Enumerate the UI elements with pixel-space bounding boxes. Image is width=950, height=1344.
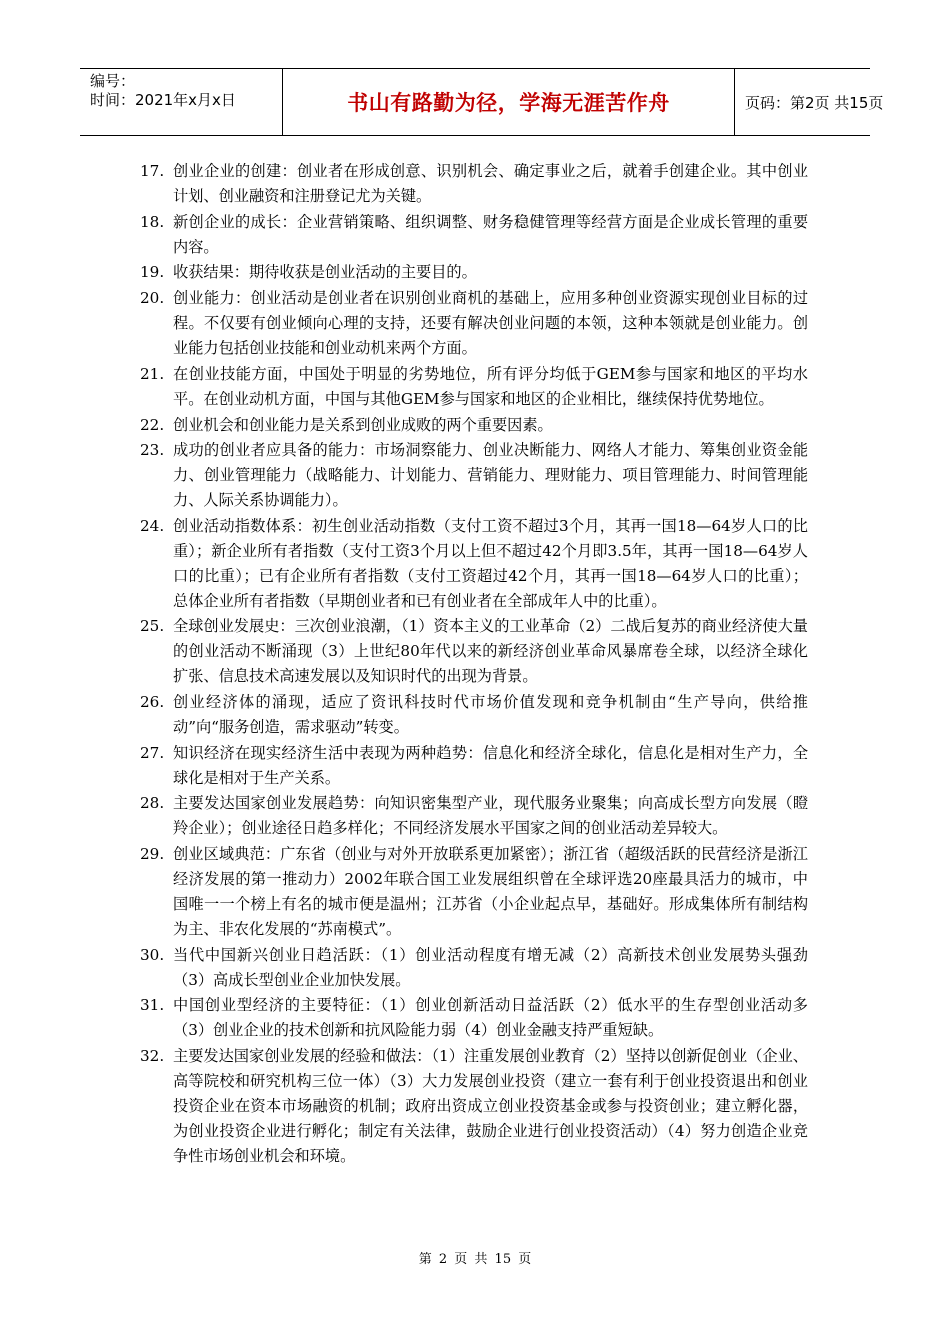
item-number: 32.	[140, 1047, 165, 1066]
header-meta	[80, 69, 282, 135]
item-text: 创业活动指数体系：初生创业活动指数（支付工资不超过3个月，其再一国18—64岁人口的比重）；新企业所有者指数（支付工资3个月以上但不超过42个月即3.5年，其再一国18—64岁人口的比重）；已有企业所有者指数（支付工资超过42个月，其再一国18—64岁人口的比重）；总体企业所有者指数（早期创业者和已有创业者在全部成年人中的比重）。	[173, 516, 808, 610]
page-info-text: 页码：第2页 共15页	[745, 93, 884, 112]
item-number: 25.	[140, 617, 165, 636]
list-item	[140, 514, 808, 614]
item-text: 创业企业的创建：创业者在形成创意、识别机会、确定事业之后，就着手创建企业。其中创业计划、创业融资和注册登记尤为关键。	[173, 162, 808, 205]
item-text: 创业机会和创业能力是关系到创业成败的两个重要因素。	[173, 415, 553, 434]
item-number: 17.	[140, 162, 165, 180]
list-item	[140, 842, 808, 942]
list-item	[140, 943, 808, 993]
item-number: 27.	[140, 743, 165, 762]
item-text: 中国创业型经济的主要特征：（1）创业创新活动日益活跃（2）低水平的生存型创业活动多（3）创业企业的技术创新和抗风险能力弱（4）创业金融支持严重短缺。	[173, 996, 808, 1040]
list-item	[140, 1044, 808, 1169]
item-text: 主要发达国家创业发展的经验和做法：（1）注重发展创业教育（2）坚持以创新促创业（企业、高等院校和研究机构三位一体）（3）大力发展创业投资（建立一套有利于创业投资退出和创业投资企业在资本市场融资的机制；政府出资成立创业投资基金或参与投资创业；建立孵化器，为创业投资企业进行孵化；制定有关法律，鼓励企业进行创业投资活动）（4）努力创造企业竞争性市场创业机会和环境。	[173, 1047, 808, 1165]
item-number: 29.	[140, 845, 165, 864]
list-item	[140, 286, 808, 361]
item-text: 当代中国新兴创业日趋活跃：（1）创业活动程度有增无减（2）高新技术创业发展势头强劲（3）高成长型创业企业加快发展。	[173, 945, 808, 989]
item-text: 成功的创业者应具备的能力：市场洞察能力、创业决断能力、网络人才能力、筹集创业资金能力、创业管理能力（战略能力、计划能力、营销能力、理财能力、项目管理能力、时间管理能力、人际关系协调能力）。	[173, 441, 808, 510]
item-number: 28.	[140, 794, 165, 813]
item-text: 知识经济在现实经济生活中表现为两种趋势：信息化和经济全球化，信息化是相对生产力，全球化是相对于生产关系。	[173, 743, 808, 787]
header-motto-cell	[282, 69, 735, 135]
list-item	[140, 413, 808, 438]
list-item	[140, 993, 808, 1043]
item-text: 创业能力：创业活动是创业者在识别创业商机的基础上，应用多种创业资源实现创业目标的过程。不仅要有创业倾向心理的支持，还要有解决创业问题的本领，这种本领就是创业能力。创业能力包括创业技能和创业动机来两个方面。	[173, 289, 808, 358]
item-number: 30.	[140, 945, 165, 964]
footer-page-number: 第 2 页 共 15 页	[418, 1252, 532, 1267]
motto-text: 书山有路勤为径，学海无涯苦作舟	[347, 91, 670, 115]
item-text: 新创企业的成长：企业营销策略、组织调整、财务稳健管理等经营方面是企业成长管理的重要内容。	[173, 212, 808, 256]
item-number: 24.	[140, 516, 165, 535]
item-text: 主要发达国家创业发展趋势：向知识密集型产业，现代服务业聚集；向高成长型方向发展（瞪羚企业）；创业途径日趋多样化；不同经济发展水平国家之间的创业活动差异较大。	[173, 794, 808, 838]
item-text: 收获结果：期待收获是创业活动的主要目的。	[173, 263, 477, 282]
list-item	[140, 614, 808, 689]
list-item	[140, 791, 808, 841]
page-header	[80, 68, 884, 136]
item-text: 在创业技能方面，中国处于明显的劣势地位，所有评分均低于GEM参与国家和地区的平均水平。在创业动机方面，中国与其他GEM参与国家和地区的企业相比，继续保持优势地位。	[173, 364, 808, 408]
item-number: 23.	[140, 441, 165, 460]
item-number: 20.	[140, 289, 165, 308]
item-number: 18.	[140, 212, 165, 231]
list-item	[140, 690, 808, 740]
item-number: 21.	[140, 364, 165, 383]
list-item	[140, 159, 808, 209]
numbered-list	[140, 159, 808, 1170]
code-label: 编号：	[90, 72, 136, 90]
item-text: 创业经济体的涌现，适应了资讯科技时代市场价值发现和竞争机制由“生产导向，供给推动”向“服务创造，需求驱动”转变。	[173, 693, 808, 736]
item-number: 31.	[140, 996, 165, 1015]
list-item	[140, 210, 808, 260]
header-page-info	[735, 69, 884, 135]
list-item	[140, 741, 808, 791]
item-text: 全球创业发展史：三次创业浪潮，（1）资本主义的工业革命（2）二战后复苏的商业经济使大量的创业活动不断涌现（3）上世纪80年代以来的新经济创业革命风暴席卷全球，以经济全球化扩张、信息技术高速发展以及知识时代的出现为背景。	[173, 617, 808, 686]
list-item	[140, 362, 808, 412]
page-footer	[0, 1248, 950, 1267]
list-item	[140, 438, 808, 513]
item-number: 19.	[140, 263, 165, 282]
item-number: 26.	[140, 693, 165, 712]
time-label: 时间：2021年x月x日	[90, 91, 236, 109]
item-text: 创业区域典范：广东省（创业与对外开放联系更加紧密）；浙江省（超级活跃的民营经济是浙江经济发展的第一推动力）2002年联合国工业发展组织曾在全球评选20座最具活力的城市，中国唯一一个榜上有名的城市便是温州；江苏省（小企业起点早，基础好。形成集体所有制结构为主、非农化发展的“苏南模式”。	[173, 845, 808, 938]
list-item	[140, 260, 808, 285]
item-number: 22.	[140, 415, 165, 434]
